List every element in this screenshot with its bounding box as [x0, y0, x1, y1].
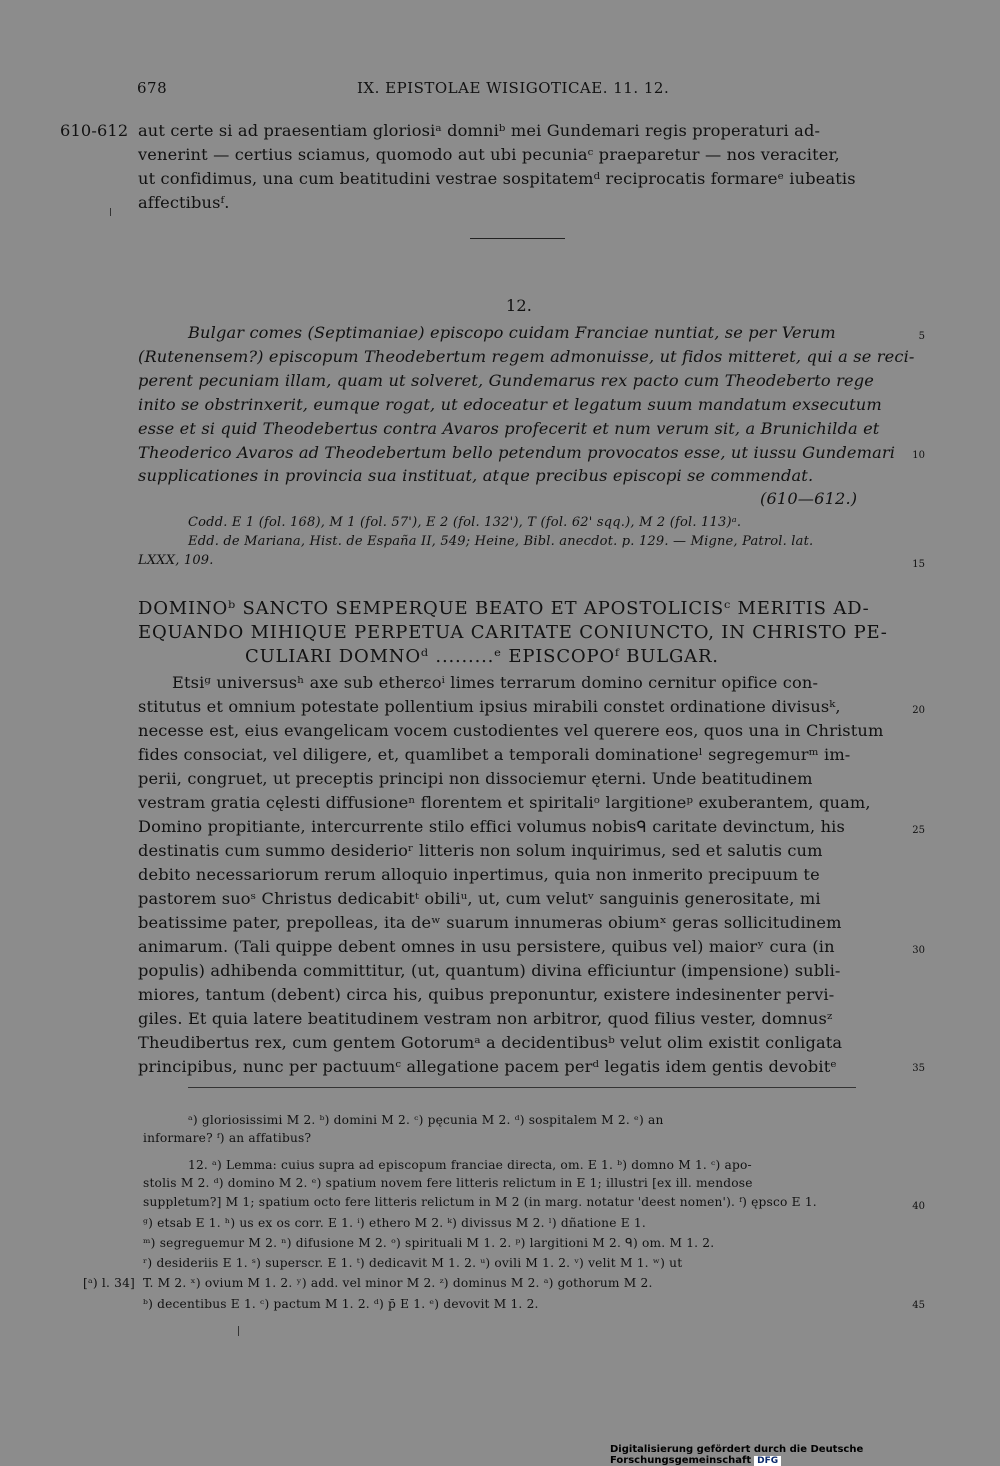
- line-number-35: 35: [912, 1063, 925, 1074]
- margin-date: 610-612: [60, 121, 129, 140]
- line-number-45: 45: [912, 1300, 925, 1311]
- line-number-25: 25: [912, 825, 925, 836]
- text-line-15: giles. Et quia latere beatitudinem vestram non arbitror, quod filius vester, domnusᶻ: [138, 1009, 833, 1028]
- address-line-3: CULIARI DOMNOᵈ .........ᵉ EPISCOPOᶠ BULGAR.: [245, 646, 719, 667]
- page-mark-bottom: [238, 1326, 239, 1336]
- summary-line-2: (Rutenensem?) episcopum Theodebertum regem admonuisse, ut fidos mitteret, qui a se reci-: [138, 347, 915, 366]
- summary-line-7: supplicationes in provincia sua instituat, atque precibus episcopi se commendat.: [138, 466, 814, 485]
- footnote-line-9: T. M 2. ˣ) ovium M 1. 2. ʸ) add. vel minor M 2. ᶻ) dominus M 2. ᵃ) gothorum M 2.: [143, 1276, 653, 1290]
- address-line-1: DOMINOᵇ SANCTO SEMPERQUE BEATO ET APOSTOLICISᶜ MERITIS AD-: [138, 598, 870, 619]
- line-number-30: 30: [912, 945, 925, 956]
- address-line-2: EQUANDO MIHIQUE PERPETUA CARITATE CONIUNCTO, IN CHRISTO PE-: [138, 622, 888, 643]
- dfg-logo: DFG: [754, 1456, 781, 1466]
- intro-line-4: affectibusᶠ.: [138, 193, 230, 212]
- text-line-13: populis) adhibenda committitur, (ut, quantum) divina efficiuntur (impensione) subli-: [138, 961, 841, 980]
- text-line-17: principibus, nunc per pactuumᶜ allegatione pacem perᵈ legatis idem gentis devobitᵉ: [138, 1057, 837, 1076]
- section-divider: [470, 238, 565, 239]
- funding-text: Digitalisierung gefördert durch die Deutsche Forschungsgemeinschaft: [610, 1444, 864, 1466]
- editions-line-2: LXXX, 109.: [138, 553, 214, 568]
- footnote-line-3: 12. ᵃ) Lemma: cuius supra ad episcopum franciae directa, om. E 1. ᵇ) domno M 1. ᶜ) apo-: [188, 1158, 752, 1172]
- summary-line-1: Bulgar comes (Septimaniae) episcopo cuidam Franciae nuntiat, se per Verum: [188, 323, 836, 342]
- page-mark-top: [110, 208, 111, 216]
- line-number-40: 40: [912, 1201, 925, 1212]
- text-line-12: animarum. (Tali quippe debent omnes in usu persistere, quibus vel) maiorʸ cura (in: [138, 937, 835, 956]
- footnote-line-2: informare? ᶠ) an affatibus?: [143, 1131, 312, 1145]
- footnote-divider: [188, 1087, 856, 1088]
- footnote-line-6: ᵍ) etsab E 1. ʰ) us ex os corr. E 1. ⁱ) ethero M 2. ᵏ) divissus M 2. ˡ) dñatione E 1.: [143, 1216, 646, 1230]
- codices-line: Codd. E 1 (fol. 168), M 1 (fol. 57'), E 2 (fol. 132'), T (fol. 62' sqq.), M 2 (fol. 113)ᵃ.: [188, 515, 742, 530]
- text-line-16: Theudibertus rex, cum gentem Gotorumᵃ a decidentibusᵇ velut olim existit conligata: [138, 1033, 843, 1052]
- text-line-3: necesse est, eius evangelicam vocem custodientes vel querere eos, quos una in Christum: [138, 721, 884, 740]
- letter-number: 12.: [505, 296, 533, 315]
- letter-date: (610—612.): [760, 489, 858, 508]
- footnote-line-4: stolis M 2. ᵈ) domino M 2. ᵉ) spatium novem fere litteris relictum in E 1; illustri [ex ill. mendose: [143, 1176, 753, 1190]
- text-line-5: perii, congruet, ut preceptis principi non dissociemur ęterni. Unde beatitudinem: [138, 769, 813, 788]
- footnote-line-8: ʳ) desideriis E 1. ˢ) superscr. E 1. ᵗ) dedicavit M 1. 2. ᵘ) ovili M 1. 2. ᵛ) velit M 1. ʷ) ut: [143, 1256, 683, 1270]
- intro-line-3: ut confidimus, una cum beatitudini vestrae sospitatemᵈ reciprocatis formareᵉ iubeatis: [138, 169, 856, 188]
- footnote-line-7: ᵐ) segreguemur M 2. ⁿ) difusione M 2. ᵒ) spirituali M 1. 2. ᵖ) largitioni M 2. ᑫ) om. M 1. 2.: [143, 1236, 715, 1250]
- line-number-5: 5: [918, 331, 925, 342]
- footnote-line-1: ᵃ) gloriosissimi M 2. ᵇ) domini M 2. ᶜ) pęcunia M 2. ᵈ) sospitalem M 2. ᵉ) an: [188, 1113, 664, 1127]
- editions-line-1: Edd. de Mariana, Hist. de España II, 549; Heine, Bibl. anecdot. p. 129. — Migne, Patrol. lat.: [188, 534, 814, 549]
- text-line-2: stitutus et omnium potestate pollentium ipsius mirabili constet ordinatione divisusᵏ,: [138, 697, 841, 716]
- text-line-8: destinatis cum summo desiderioʳ litteris non solum inquirimus, sed et salutis cum: [138, 841, 823, 860]
- text-line-10: pastorem suoˢ Christus dedicabitᵗ obiliᵘ, ut, cum velutᵛ sanguinis generositate, mi: [138, 889, 821, 908]
- intro-line-2: venerint — certius sciamus, quomodo aut ubi pecuniaᶜ praeparetur — nos veraciter,: [138, 145, 840, 164]
- page-number: 678: [137, 79, 168, 97]
- summary-line-3: perent pecuniam illam, quam ut solveret, Gundemarus rex pacto cum Theodeberto rege: [138, 371, 874, 390]
- text-line-11: beatissime pater, prepolleas, ita deʷ suarum innumeras obiumˣ geras sollicitudinem: [138, 913, 842, 932]
- footnote-line-5: suppletum?] M 1; spatium octo fere litteris relictum in M 2 (in marg. notatur 'deest nomen'). ᶠ) ępsco E 1.: [143, 1195, 817, 1209]
- intro-line-1: aut certe si ad praesentiam gloriosiᵃ domniᵇ mei Gundemari regis properaturi ad-: [138, 121, 821, 140]
- summary-line-4: inito se obstrinxerit, eumque rogat, ut edoceatur et legatum suum mandatum exsecutum: [138, 395, 882, 414]
- text-line-14: miores, tantum (debent) circa his, quibus preponuntur, existere indesinenter pervi-: [138, 985, 835, 1004]
- line-number-10: 10: [912, 450, 925, 461]
- text-line-6: vestram gratia cęlesti diffusioneⁿ florentem et spiritaliᵒ largitioneᵖ exuberantem, quam,: [138, 793, 871, 812]
- footnote-line-10: ᵇ) decentibus E 1. ᶜ) pactum M 1. 2. ᵈ) p̄ E 1. ᵉ) devovit M 1. 2.: [143, 1297, 539, 1311]
- text-line-7: Domino propitiante, intercurrente stilo effici volumus nobisᑫ caritate devinctum, his: [138, 817, 845, 836]
- running-title: IX. EPISTOLAE WISIGOTICAE. 11. 12.: [357, 79, 670, 97]
- line-number-20: 20: [912, 705, 925, 716]
- text-line-1: Etsiᵍ universusʰ axe sub etherεoⁱ limes terrarum domino cernitur opifice con-: [172, 673, 819, 692]
- footnote-margin-ref: [ᵃ) l. 34]: [83, 1276, 135, 1290]
- text-line-9: debito necessariorum rerum alloquio inpertimus, quia non inmerito precipuum te: [138, 865, 820, 884]
- line-number-15: 15: [912, 559, 925, 570]
- summary-line-6: Theoderico Avaros ad Theodebertum bello petendum provocatos esse, ut iussu Gundemari: [138, 443, 896, 462]
- summary-line-5: esse et si quid Theodebertus contra Avaros profecerit et num verum sit, a Brunichilda et: [138, 419, 880, 438]
- text-line-4: fides consociat, vel diligere, et, quamlibet a temporali dominationeˡ segregemurᵐ im-: [138, 745, 851, 764]
